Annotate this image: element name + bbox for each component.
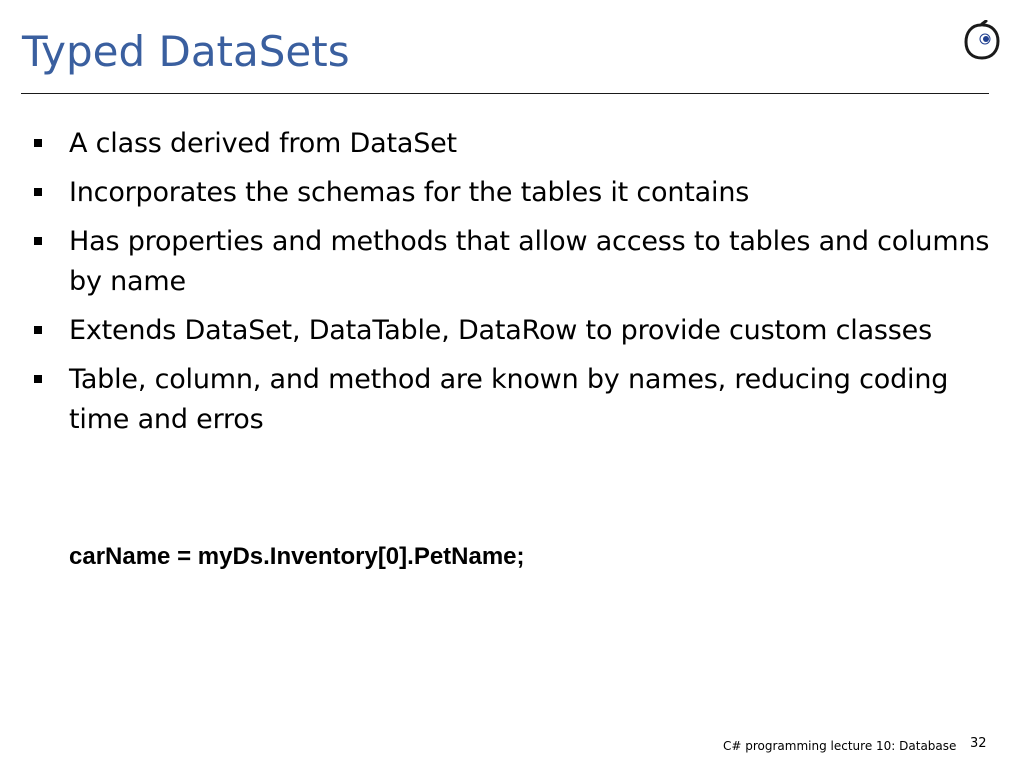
bullet-text: Incorporates the schemas for the tables it contains [69,177,750,208]
bullet-list [0,124,1000,449]
bullet-text: Table, column, and method are known by names, reducing coding time and erros [69,364,949,435]
square-bullet-icon [34,139,42,147]
code-example: carName = myDs.Inventory[0].PetName; [69,543,525,570]
bullet-text: Extends DataSet, DataTable, DataRow to provide custom classes [69,315,932,346]
page-number: 32 [970,736,987,751]
title-divider [21,93,989,94]
circle-eye-logo-icon [962,20,1002,62]
bullet-item [0,124,1000,164]
bullet-item [0,222,1000,302]
square-bullet-icon [34,188,42,196]
square-bullet-icon [34,326,42,334]
square-bullet-icon [34,375,42,383]
bullet-text: A class derived from DataSet [69,128,457,159]
slide-title: Typed DataSets [22,27,350,76]
bullet-item [0,173,1000,213]
footer-text: C# programming lecture 10: Database [723,739,957,753]
bullet-item [0,360,1000,440]
bullet-text: Has properties and methods that allow access to tables and columns by name [69,226,990,297]
bullet-item [0,311,1000,351]
square-bullet-icon [34,237,42,245]
